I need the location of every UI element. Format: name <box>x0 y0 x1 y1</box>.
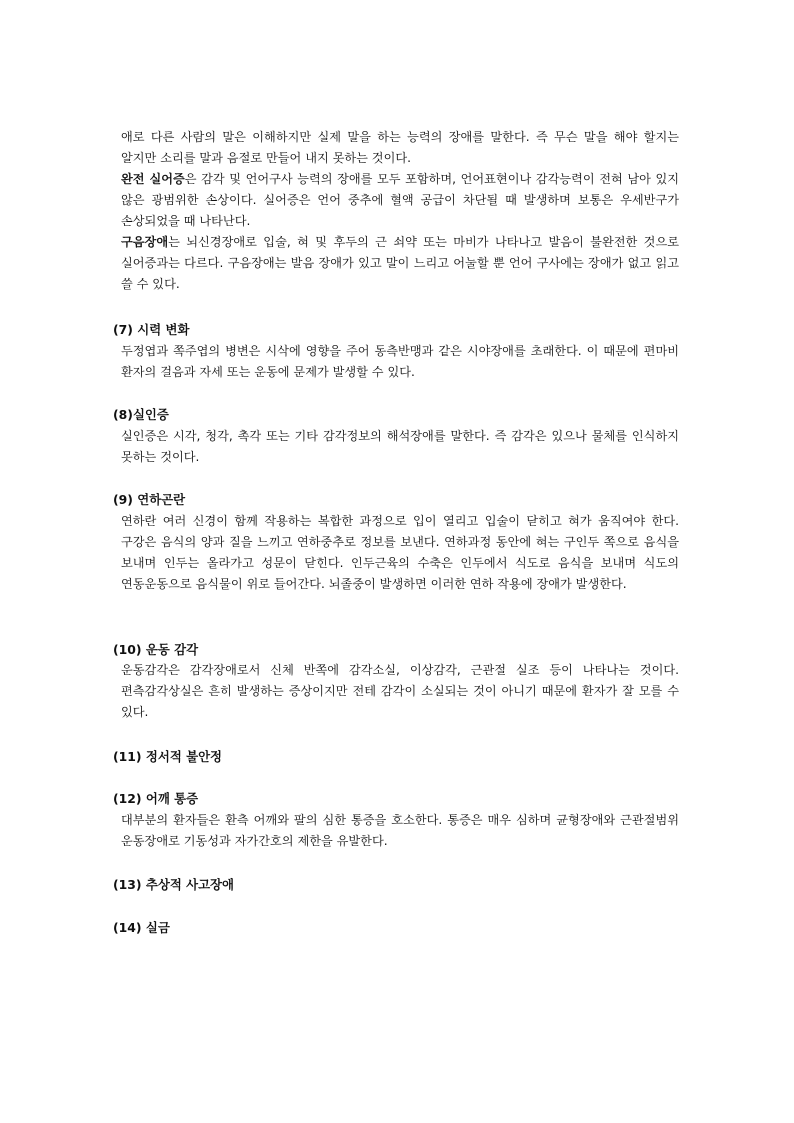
section-heading-8: (8)실인증 <box>113 407 169 422</box>
term-dysarthria: 구음장애 <box>121 235 169 249</box>
section-body-7: 두정엽과 쪽주엽의 병변은 시삭에 영향을 주어 동측반맹과 같은 시야장애를 초래한다. 이 때문에 편마비 환자의 걸음과 자세 또는 운동에 문제가 발생할 수 있다. <box>121 344 679 379</box>
section-body-10: 운동감각은 감각장애로서 신체 반쪽에 감각소실, 이상감각, 근관절 실조 등이 나타나는 것이다. 편측감각상실은 흔히 발생하는 증상이지만 전테 감각이 소실되는 것이 아니기 때문에 환자가 잘 모를 수 있다. <box>121 663 679 719</box>
section-body-9: 연하란 여러 신경이 함께 작용하는 복합한 과정으로 입이 열리고 입술이 닫히고 혀가 움직여야 한다. 구강은 음식의 양과 질을 느끼고 연하중추로 정보를 보낸다. 연하과정 동안에 혀는 구인두 쪽으로 음식을 보내며 인두는 올라가고 성문이 닫힌다. 인두근육의 수축은 인두에서 식도로 음식을 보내며 식도의 연동운동으로 음식물이 위로 들어간다. 뇌졸중이 발생하면 이러한 연하 작용에 장애가 발생한다. <box>121 514 679 591</box>
section-heading-12: (12) 어깨 통증 <box>113 791 199 806</box>
intro-paragraph-2-rest: 은 감각 및 언어구사 능력의 장애를 모두 포함하며, 언어표현이나 감각능력이 전혀 남아 있지 않은 광범위한 손상이다. 실어증은 언어 중추에 혈액 공급이 차단될 때 발생하며 보통은 우세반구가 손상되었을 때 나타난다. <box>121 172 679 228</box>
intro-paragraph-1-text: 애로 다른 사람의 말은 이해하지만 실제 말을 하는 능력의 장애를 말한다. 즉 무슨 말을 해야 할지는 알지만 소리를 말과 음절로 만들어 내지 못하는 것이다. <box>121 130 679 165</box>
intro-paragraph-3-rest: 는 뇌신경장애로 입술, 혀 및 후두의 근 쇠약 또는 마비가 나타나고 발음이 불완전한 것으로 실어증과는 다르다. 구음장애는 발음 장애가 있고 말이 느리고 어눌할 뿐 언어 구사에는 장애가 없고 읽고 쓸 수 있다. <box>121 235 679 291</box>
section-heading-9: (9) 연하곤란 <box>113 492 186 507</box>
section-heading-13: (13) 추상적 사고장애 <box>113 877 234 892</box>
section-body-12: 대부분의 환자들은 환측 어깨와 팔의 심한 통증을 호소한다. 통증은 매우 심하며 균형장애와 근관절범위 운동장애로 기동성과 자가간호의 제한을 유발한다. <box>121 813 679 848</box>
term-complete-aphasia: 완전 실어증 <box>121 172 185 186</box>
intro-paragraph-3-text <box>121 232 679 295</box>
section-heading-14: (14) 실금 <box>113 920 170 935</box>
intro-paragraph-3 <box>121 232 679 295</box>
section-heading-10: (10) 운동 감각 <box>113 642 199 657</box>
intro-paragraph-1 <box>121 127 679 169</box>
intro-paragraph-2 <box>121 169 679 232</box>
section-heading-7: (7) 시력 변화 <box>113 322 190 337</box>
section-body-8: 실인증은 시각, 청각, 촉각 또는 기타 감각정보의 해석장애를 말한다. 즉 감각은 있으나 물체를 인식하지 못하는 것이다. <box>121 429 679 464</box>
section-heading-11: (11) 정서적 불안정 <box>113 749 223 764</box>
intro-paragraph-2-text <box>121 169 679 232</box>
